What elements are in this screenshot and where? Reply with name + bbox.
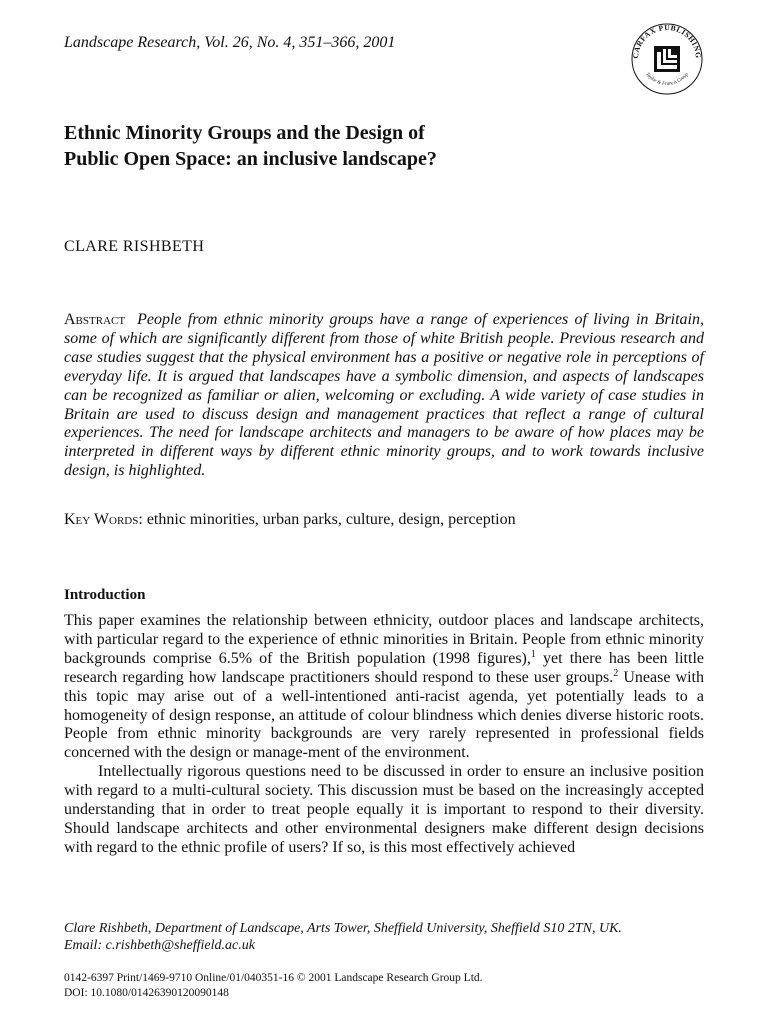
author-affiliation	[64, 920, 704, 954]
article-title	[64, 120, 624, 172]
article-title-line-2: Public Open Space: an inclusive landscape?	[64, 148, 437, 170]
keywords	[64, 511, 704, 529]
introduction-body	[64, 612, 704, 858]
keywords-text: ethnic minorities, urban parks, culture, design, perception	[146, 511, 516, 528]
footnote-ref-2[interactable]: 2	[613, 667, 619, 679]
abstract-label: Abstract	[64, 311, 126, 328]
footnote-ref-1[interactable]: 1	[530, 648, 536, 660]
logo-publisher-group: Taylor & Francis Group	[644, 72, 690, 87]
logo-emblem	[654, 46, 680, 72]
issn-line: 0142-6397 Print/1469-9710 Online/01/040351-16 © 2001 Landscape Research Group Ltd.	[64, 972, 483, 984]
logo-publisher-name: CARFAX PUBLISHING	[630, 22, 704, 60]
affiliation-address: Clare Rishbeth, Department of Landscape, Arts Tower, Sheffield University, Sheffield S10 2TN, UK.	[64, 921, 622, 936]
paragraph-text: This paper examines the relationship between ethnicity, outdoor places and landscape architects, with particular regard to the experience of ethnic minorities in Britain. People from ethnic minority backgrounds comprise 6.5% of the British population (1998 figures),	[64, 612, 704, 667]
paragraph-text: yet there has been little research regarding how landscape practitioners should respond to these user groups.	[64, 649, 704, 686]
keywords-label: Key Words:	[64, 511, 143, 528]
article-title-line-1: Ethnic Minority Groups and the Design of	[64, 122, 425, 144]
affiliation-email[interactable]: Email: c.rishbeth@sheffield.ac.uk	[64, 938, 255, 953]
abstract-text: People from ethnic minority groups have a range of experiences of living in Britain, some of which are significantly different from those of white British people. Previous research and case studies suggest that the physical environment has a positive or negative role in perceptions of everyday life. It is argued that landscapes have a symbolic dimension, and aspects of landscapes can be recognized as familiar or alien, welcoming or excluding. A wide variety of case studies in Britain are used to discuss design and management practices that reflect a range of cultural experiences. The need for landscape architects and managers to be aware of how places may be interpreted in different ways by different ethnic minority groups, and to work towards inclusive design, is highlighted.	[64, 311, 704, 480]
paragraph: Intellectually rigorous questions need to be discussed in order to ensure an inclusive position with regard to a multi-cultural society. This discussion must be based on the increasingly accepted understanding that in order to treat people equally it is important to respond to their diversity. Should landscape architects and other environmental designers make different design decisions with regard to the ethnic profile of users? If so, is this most effectively achieved	[64, 763, 704, 856]
abstract	[64, 311, 704, 481]
copyright-footer	[64, 971, 483, 1001]
carfax-logo-icon	[630, 22, 704, 96]
doi-line[interactable]: DOI: 10.1080/01426390120090148	[64, 987, 229, 999]
author-name: CLARE RISHBETH	[64, 238, 205, 255]
section-heading-introduction: Introduction	[64, 587, 146, 603]
paragraph-text: Unease with this topic may arise out of a well-intentioned anti-racist agenda, yet potentially leads to a homogeneity of design response, an attitude of colour blindness which denies diverse historic roots. People from ethnic minority backgrounds are very rarely represented in professional fields concerned with the design or manage-ment of the environment.	[64, 668, 704, 762]
journal-reference: Landscape Research, Vol. 26, No. 4, 351–366, 2001	[64, 34, 396, 51]
paragraph	[64, 612, 704, 763]
